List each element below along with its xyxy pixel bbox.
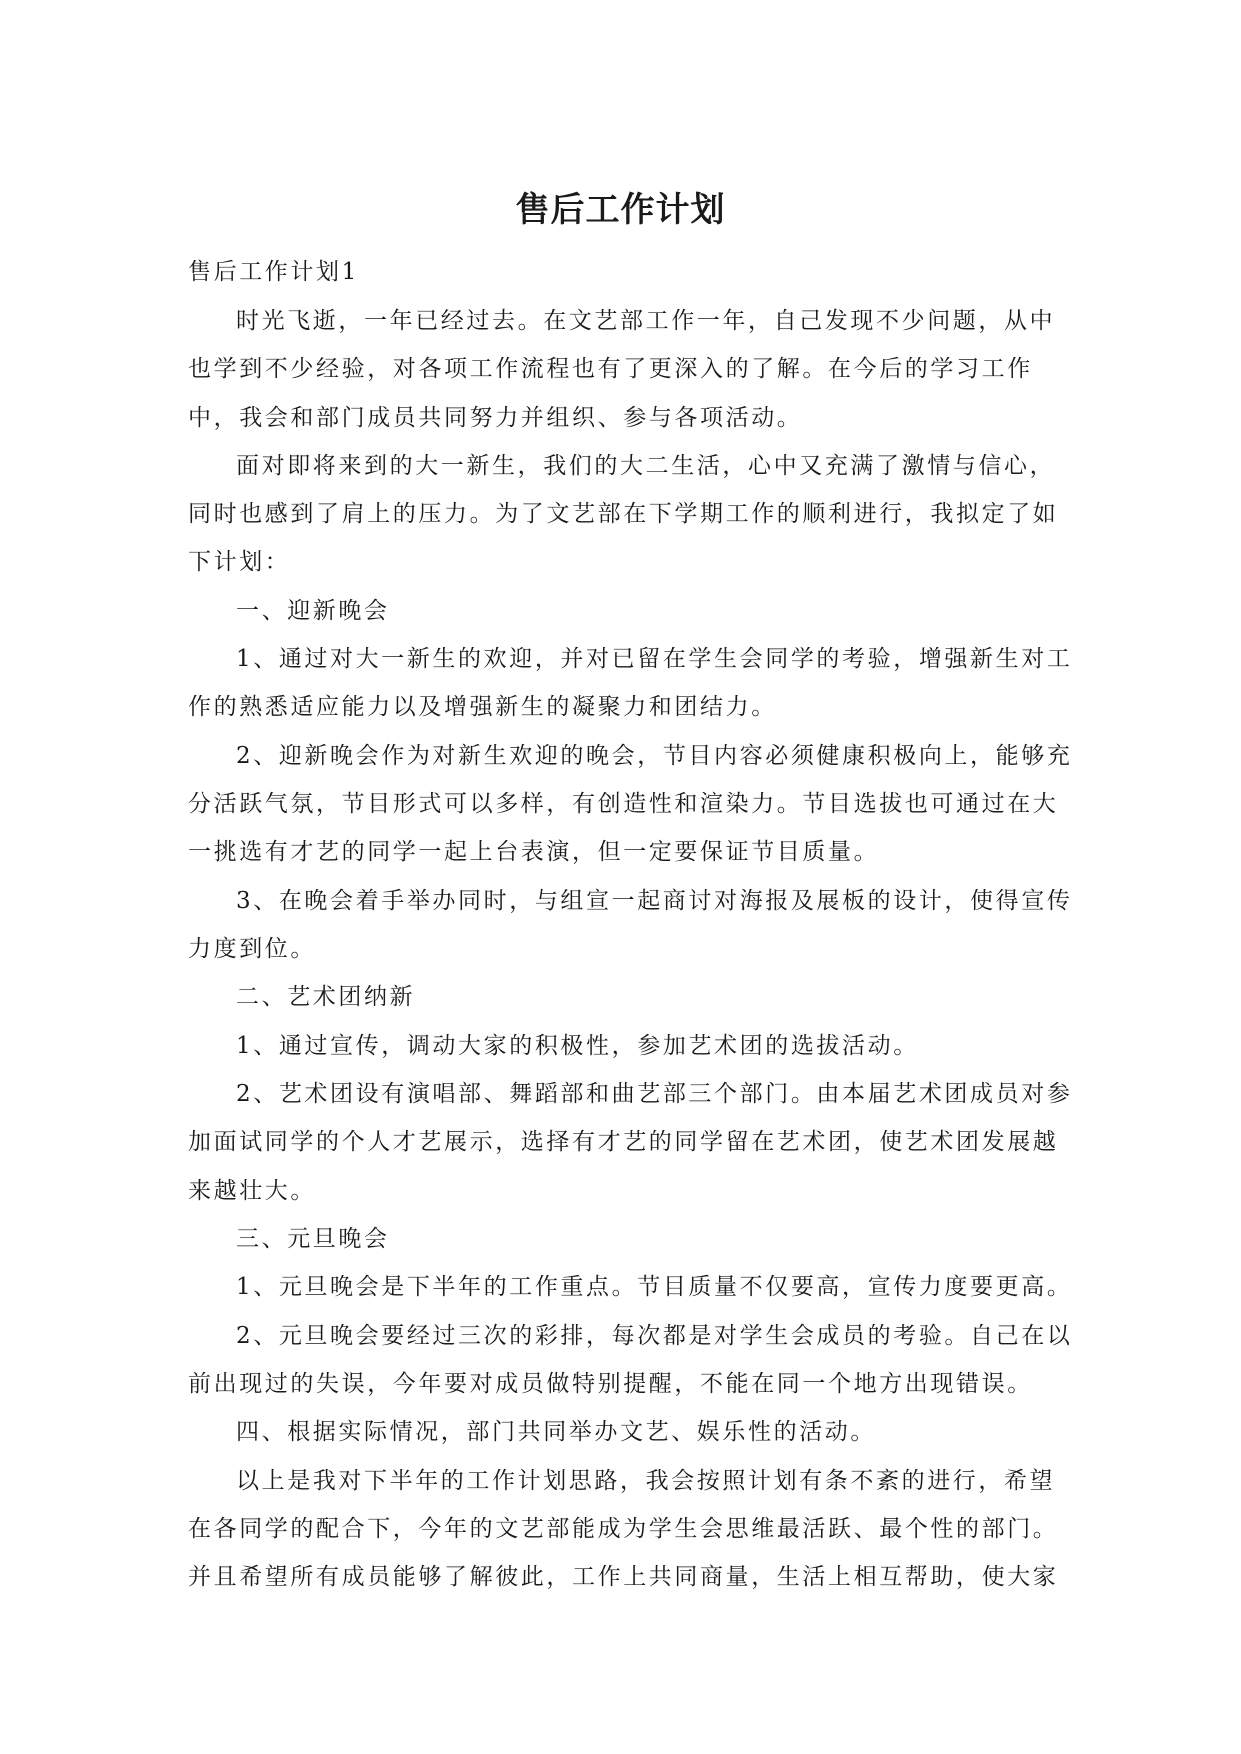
document-title: 售后工作计划: [515, 190, 726, 230]
paragraph-line: 时光飞逝，一年已经过去。在文艺部工作一年，自己发现不少问题，从中: [236, 308, 1056, 334]
paragraph-line: 2、元旦晚会要经过三次的彩排，每次都是对学生会成员的考验。自己在以: [236, 1323, 1073, 1349]
section-subtitle: 售后工作计划1: [188, 259, 359, 285]
section-heading: 一、迎新晚会: [236, 598, 390, 624]
paragraph-line: 加面试同学的个人才艺展示，选择有才艺的同学留在艺术团，使艺术团发展越: [188, 1129, 1059, 1155]
paragraph-line: 力度到位。: [188, 936, 316, 962]
section-heading: 四、根据实际情况，部门共同举办文艺、娱乐性的活动。: [236, 1419, 876, 1445]
paragraph-line: 在各同学的配合下，今年的文艺部能成为学生会思维最活跃、最个性的部门。: [188, 1516, 1059, 1542]
paragraph-line: 前出现过的失误，今年要对成员做特别提醒，不能在同一个地方出现错误。: [188, 1371, 1033, 1397]
paragraph-line: 下计划：: [188, 549, 291, 575]
section-heading: 三、元旦晚会: [236, 1226, 390, 1252]
paragraph-line: 也学到不少经验，对各项工作流程也有了更深入的了解。在今后的学习工作: [188, 356, 1033, 382]
paragraph-line: 中，我会和部门成员共同努力并组织、参与各项活动。: [188, 405, 803, 431]
paragraph-line: 1、通过对大一新生的欢迎，并对已留在学生会同学的考验，增强新生对工: [236, 646, 1073, 672]
paragraph-line: 3、在晚会着手举办同时，与组宣一起商讨对海报及展板的设计，使得宣传: [236, 888, 1073, 914]
paragraph-line: 面对即将来到的大一新生，我们的大二生活，心中又充满了激情与信心，: [236, 453, 1056, 479]
paragraph-line: 2、艺术团设有演唱部、舞蹈部和曲艺部三个部门。由本届艺术团成员对参: [236, 1081, 1073, 1107]
paragraph-line: 并且希望所有成员能够了解彼此，工作上共同商量，生活上相互帮助，使大家: [188, 1564, 1059, 1590]
paragraph-line: 分活跃气氛，节目形式可以多样，有创造性和渲染力。节目选拔也可通过在大: [188, 791, 1059, 817]
paragraph-line: 1、通过宣传，调动大家的积极性，参加艺术团的选拔活动。: [236, 1033, 919, 1059]
paragraph-line: 以上是我对下半年的工作计划思路，我会按照计划有条不紊的进行，希望: [236, 1468, 1056, 1494]
paragraph-line: 一挑选有才艺的同学一起上台表演，但一定要保证节目质量。: [188, 839, 880, 865]
paragraph-line: 同时也感到了肩上的压力。为了文艺部在下学期工作的顺利进行，我拟定了如: [188, 501, 1059, 527]
paragraph-line: 1、元旦晚会是下半年的工作重点。节目质量不仅要高，宣传力度要更高。: [236, 1274, 1073, 1300]
paragraph-line: 作的熟悉适应能力以及增强新生的凝聚力和团结力。: [188, 694, 777, 720]
section-heading: 二、艺术团纳新: [236, 984, 416, 1010]
paragraph-line: 来越壮大。: [188, 1178, 316, 1204]
paragraph-line: 2、迎新晚会作为对新生欢迎的晚会，节目内容必须健康积极向上，能够充: [236, 743, 1073, 769]
